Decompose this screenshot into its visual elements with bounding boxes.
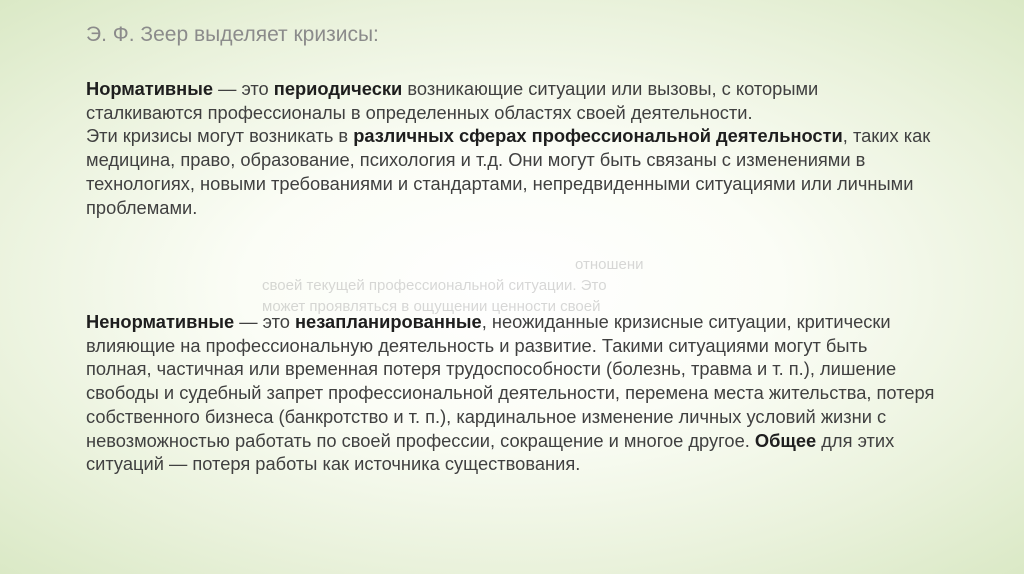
- nonnormative-keyword: незапланированные: [295, 311, 482, 332]
- dash-text: — это: [213, 78, 274, 99]
- normative-spheres-bold: различных сферах профессиональной деятельности: [353, 125, 843, 147]
- nonnormative-term: Ненормативные: [86, 311, 235, 332]
- faded-background-text-line: отношени: [575, 256, 644, 273]
- normative-definition: возникающие ситуации или вызовы, с которыми сталкиваются профессионалы в определенных областях своей деятельности.: [86, 78, 819, 123]
- nonnormative-conclusion: для этих ситуаций — потеря работы как источника существования.: [86, 429, 895, 475]
- normative-term: Нормативные: [86, 78, 213, 99]
- slide-title: Э. Ф. Зеер выделяет кризисы:: [86, 23, 379, 46]
- normative-spheres-details: , таких как медицина, право, образование, психология и т.д. Они могут быть связаны с изменениями в технологиях, новыми требованиями и стандартами, непредвиденными ситуациями или личными проблемами.: [86, 125, 931, 218]
- common-keyword: Общее: [754, 429, 817, 451]
- normative-spheres-intro: Эти кризисы могут возникать в: [86, 125, 354, 147]
- faded-background-text-line: может проявляться в ощущении ценности своей: [262, 298, 601, 315]
- dash-text: — это: [234, 311, 295, 332]
- nonnormative-definition: , неожиданные кризисные ситуации, критически влияющие на профессиональную деятельность и развитие. Такими ситуациями могут быть полная, частичная или временная потеря трудоспособности (болезнь, травма и т. п.), лишение свободы и судебный запрет профессиональной деятельности, перемена места жительства, потеря собственного бизнеса (банкротство и т. п.), кардинальное изменение личных условий жизни с невозможностью работать по своей профессии, сокращение и многое другое.: [86, 311, 935, 451]
- nonnormative-crises-paragraph: [86, 310, 936, 476]
- normative-keyword: периодически: [273, 78, 403, 99]
- normative-crises-paragraph: [86, 77, 936, 219]
- faded-background-text-line: своей текущей профессиональной ситуации. Это: [262, 277, 607, 294]
